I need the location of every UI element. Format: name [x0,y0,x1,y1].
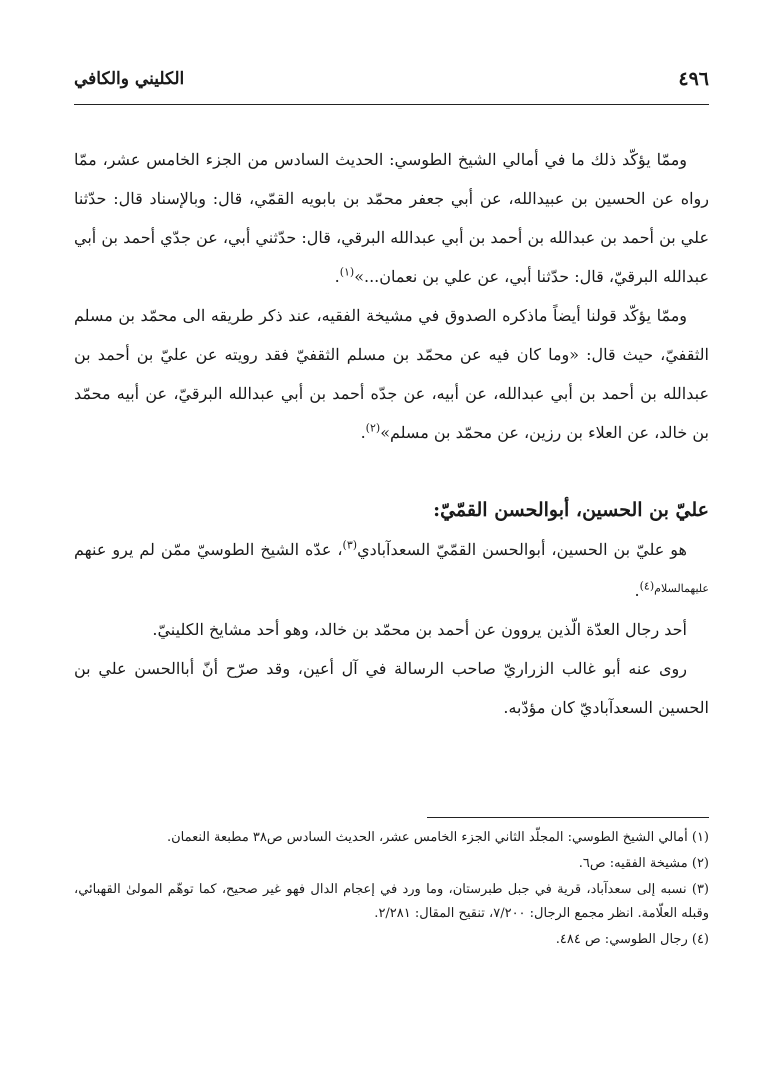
paragraph-bio-1: هو عليّ بن الحسين، أبوالحسن القمّيّ السعدآبادي$^{(٣)}$، عدّه الشيخ الطوسيّ ممّن لم يرو عنهم $^{عليهمالسلام(٤)}$. [74,538,709,600]
paragraph-bio-2: أحد رجال العدّة الّذين يروون عن أحمد بن محمّد بن خالد، وهو أحد مشايخ الكلينيّ. [152,620,687,639]
header-divider [74,104,709,105]
footnote-ref-2[interactable]: (٢) [365,421,381,435]
section-heading: عليّ بن الحسين، أبوالحسن القمّيّ: [433,499,709,521]
footnote-2: (٢) مشيخة الفقيه: ص٦. [578,856,709,871]
paragraph-text: هو عليّ بن الحسين، أبوالحسن القمّيّ السعدآبادي [357,540,687,559]
footnote-ref-4[interactable]: (٤) [639,579,655,593]
footnote-3: (٣) نسبه إلى سعدآباد، قرية في جبل طبرستان، وما ورد في إعجام الدال فهو غير صحيح، كما توهّم المولىٰ القهبائي، وقبله العلّامة. انظر مجمع الرجال: ٧/٢٠٠، تنقيح المقال: ٢/٢٨١. [74,882,709,921]
footnotes [74,826,709,954]
honorific-mark: عليهمالسلام [654,582,709,595]
main-text [74,140,709,727]
footnote-ref-1[interactable]: (١) [339,265,355,279]
page-header [74,62,709,96]
paragraph-text: وممّا يؤكّد ذلك ما في أمالي الشيخ الطوسي: الحديث السادس من الجزء الخامس عشر، ممّا رواه عن الحسين بن عبيدالله، عن أبي جعفر محمّد بن بابويه القمّي، قال: وبالإسناد قال: حدّثنا علي بن أحمد بن عبدالله بن أحمد بن أبي عبدالله البرقي، قال: حدّثني أبي، عن جدّي أحمد بن أبي عبدالله البرقيّ، قال: حدّثنا أبي، عن علي بن نعمان...» [74,150,709,286]
footnote-4: (٤) رجال الطوسي: ص ٤٨٤. [555,932,709,947]
paragraph-amali: وممّا يؤكّد ذلك ما في أمالي الشيخ الطوسي: الحديث السادس من الجزء الخامس عشر، ممّا رواه عن الحسين بن عبيدالله، عن أبي جعفر محمّد بن بابويه القمّي، قال: وبالإسناد قال: حدّثنا علي بن أحمد بن عبدالله بن أحمد بن أبي عبدالله البرقي، قال: حدّثني أبي، عن جدّي أحمد بن أبي عبدالله البرقيّ، قال: حدّثنا أبي، عن علي بن نعمان...»$^{(١)}$. [74,150,709,286]
footnote-ref-3[interactable]: (٣) [342,538,358,552]
paragraph-bio-3: روى عنه أبو غالب الزراريّ صاحب الرسالة في آل أعين، وقد صرّح أنّ أباالحسن علي بن الحسين السعدآباديّ كان مؤدّبه. [74,659,709,717]
page-number: ٤٩٦ [678,68,709,90]
paragraph-text: ، عدّه الشيخ الطوسيّ ممّن لم يرو عنهم [74,540,343,559]
footnote-1: (١) أمالي الشيخ الطوسي: المجلّد الثاني الجزء الخامس عشر، الحديث السادس ص٣٨ مطبعة النعمان. [166,830,709,845]
paragraph-text: وممّا يؤكّد قولنا أيضاً ماذكره الصدوق في مشيخة الفقيه، عند ذكر طريقه الى محمّد بن مسلم الثقفيّ، حيث قال: «وما كان فيه عن محمّد بن مسلم الثقفيّ فقد رويته عن عليّ بن أحمد بن عبدالله بن أحمد بن أبي عبدالله، عن أبيه، عن جدّه أحمد بن أبي عبدالله البرقيّ، عن أبيه محمّد بن خالد، عن العلاء بن رزين، عن محمّد بن مسلم» [74,306,709,442]
running-title: الكليني والكافي [74,69,185,89]
paragraph-mashyakha: وممّا يؤكّد قولنا أيضاً ماذكره الصدوق في مشيخة الفقيه، عند ذكر طريقه الى محمّد بن مسلم الثقفيّ، حيث قال: «وما كان فيه عن محمّد بن مسلم الثقفيّ فقد رويته عن عليّ بن أحمد بن عبدالله بن أحمد بن أبي عبدالله، عن أبيه، عن جدّه أحمد بن أبي عبدالله البرقيّ، عن أبيه محمّد بن خالد، عن العلاء بن رزين، عن محمّد بن مسلم»$^{(٢)}$. [74,306,709,442]
footnote-divider [427,817,709,818]
